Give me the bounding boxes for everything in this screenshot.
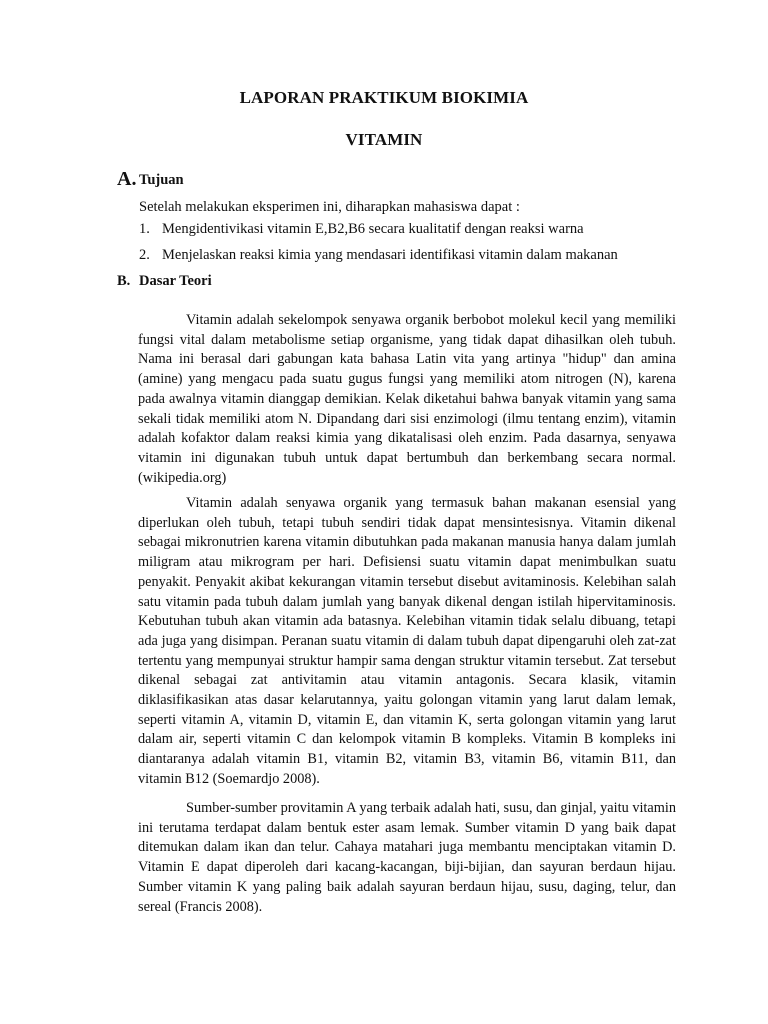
- document-title: LAPORAN PRAKTIKUM BIOKIMIA: [239, 88, 529, 107]
- section-b-heading: Dasar Teori: [139, 273, 212, 289]
- document-subtitle: VITAMIN: [345, 130, 423, 149]
- theory-paragraph-2: [138, 494, 676, 790]
- theory-paragraph-3-text: Sumber-sumber provitamin A yang terbaik adalah hati, susu, dan ginjal, yaitu vitamin ini terutama terdapat dalam bentuk ester asam lemak. Sumber vitamin D yang baik dapat ditemukan dalam ikan dan telur. Cahaya matahari juga membantu menciptakan vitamin D. Vitamin E dapat diperoleh dari kacang-kacangan, biji-bijian, dan sayuran berdaun hijau. Sumber vitamin K yang paling baik adalah sayuran berdaun hijau, susu, daging, telur, dan sereal (Francis 2008).: [138, 800, 676, 915]
- objective-item-2-text: Menjelaskan reaksi kimia yang mendasari identifikasi vitamin dalam makanan: [162, 247, 618, 263]
- section-b-marker: B.: [117, 273, 131, 289]
- theory-paragraph-1-text: Vitamin adalah sekelompok senyawa organik berbobot molekul kecil yang memiliki fungsi vital dalam metabolisme setiap organisme, yang tidak dapat dihasilkan oleh tubuh. Nama ini berasal dari gabungan kata bahasa Latin vita yang artinya "hidup" dan amina (amine) yang mengacu pada suatu gugus fungsi yang memiliki atom nitrogen (N), karena pada awalnya vitamin dianggap demikian. Kelak diketahui bahwa banyak vitamin yang sama sekali tidak memiliki atom N. Dipandang dari sisi enzimologi (ilmu tentang enzim), vitamin adalah kofaktor dalam reaksi kimia yang dikatalisasi oleh enzim. Pada dasarnya, senyawa vitamin ini digunakan tubuh untuk dapat bertumbuh dan berkembang secara normal. (wikipedia.org): [138, 312, 676, 486]
- section-a-marker: A.: [117, 168, 137, 190]
- theory-paragraph-1: [138, 311, 676, 488]
- objective-item-1-text: Mengidentivikasi vitamin E,B2,B6 secara kualitatif dengan reaksi warna: [162, 221, 584, 237]
- section-a-heading: Tujuan: [139, 172, 184, 188]
- theory-paragraph-3: [138, 799, 676, 917]
- objective-item-2-number: 2.: [139, 247, 150, 263]
- objectives-intro: Setelah melakukan eksperimen ini, diharapkan mahasiswa dapat :: [139, 199, 520, 215]
- objective-item-1-number: 1.: [139, 221, 150, 237]
- theory-paragraph-2-text: Vitamin adalah senyawa organik yang termasuk bahan makanan esensial yang diperlukan oleh tubuh, tetapi tubuh sendiri tidak dapat mensintesisnya. Vitamin dikenal sebagai mikronutrien karena vitamin dibutuhkan pada makanan manusia hanya dalam jumlah miligram atau mikrogram per hari. Defisiensi suatu vitamin dapat menimbulkan suatu penyakit. Penyakit akibat kekurangan vitamin tersebut disebut avitaminosis. Kelebihan salah satu vitamin pada tubuh dalam jumlah yang banyak dikenal dengan istilah hipervitaminosis. Kebutuhan tubuh akan vitamin ada batasnya. Kelebihan vitamin tidak selalu dibuang, tetapi ada juga yang disimpan. Peranan suatu vitamin di dalam tubuh dapat dipengaruhi oleh zat-zat tertentu yang mempunyai struktur hampir sama dengan struktur vitamin tersebut. Zat tersebut dikenal sebagai zat antivitamin atau vitamin antagonis. Secara klasik, vitamin diklasifikasikan atas dasar kelarutannya, yaitu golongan vitamin yang larut dalam lemak, seperti vitamin A, vitamin D, vitamin E, dan vitamin K, serta golongan vitamin yang larut dalam air, seperti vitamin C dan kelompok vitamin B kompleks. Vitamin B kompleks ini diantaranya adalah vitamin B1, vitamin B2, vitamin B3, vitamin B6, vitamin B11, dan vitamin B12 (Soemardjo 2008).: [138, 495, 676, 787]
